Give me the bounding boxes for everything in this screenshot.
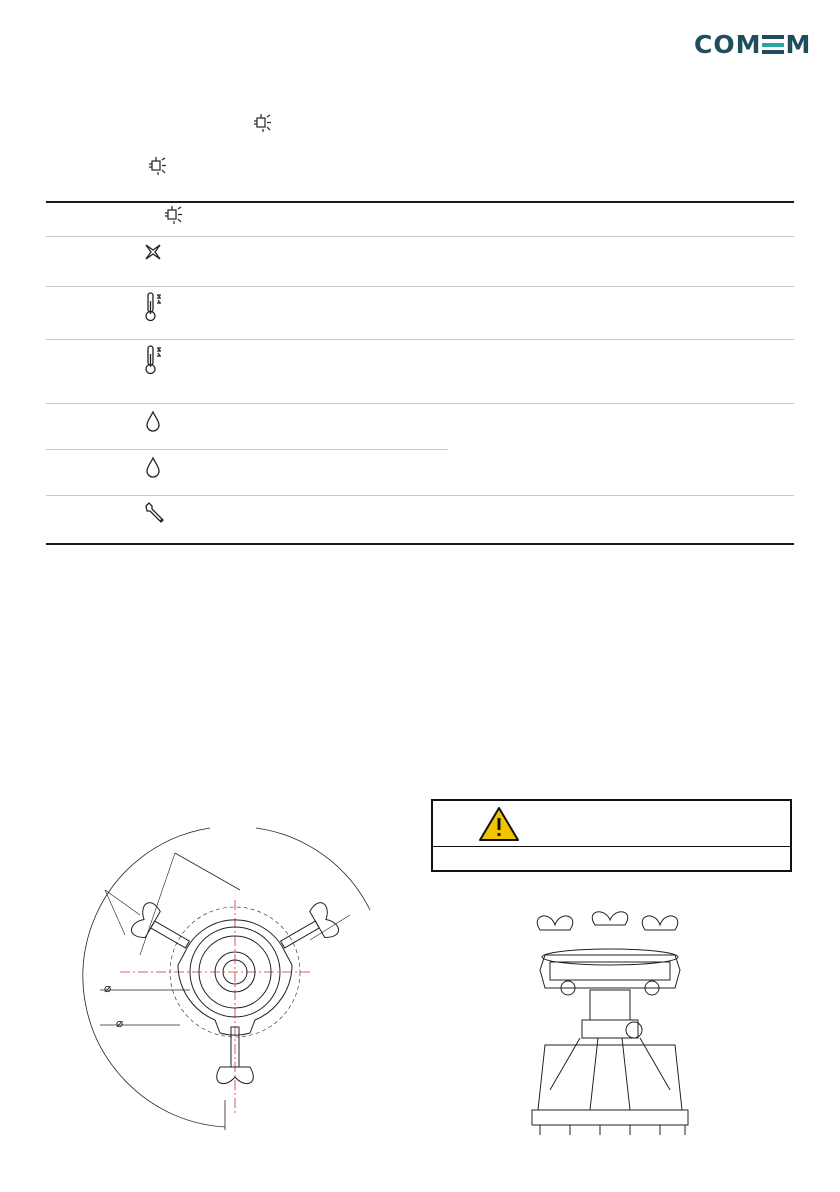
diameter-symbol: ⌀ xyxy=(116,1016,124,1030)
lamp-with-rays-icon xyxy=(252,113,276,133)
table-top-rule xyxy=(46,201,794,203)
thermometer-icon xyxy=(143,291,165,323)
warning-triangle-icon xyxy=(478,806,520,842)
thermometer-icon xyxy=(143,344,165,376)
water-drop-icon xyxy=(143,410,163,432)
comem-logo: COM M xyxy=(694,30,812,59)
warning-divider xyxy=(433,846,790,847)
logo-e-mark xyxy=(762,35,784,54)
lamp-with-rays-icon xyxy=(163,205,187,225)
table-row-divider xyxy=(46,236,794,237)
table-row-divider xyxy=(46,286,794,287)
table-bottom-rule xyxy=(46,543,794,545)
table-row-divider xyxy=(46,403,794,404)
table-row-divider xyxy=(46,495,794,496)
diameter-symbol: ⌀ xyxy=(104,981,112,995)
dimensioned-top-view-drawing xyxy=(80,815,400,1135)
isometric-part-drawing xyxy=(520,910,700,1142)
warning-box xyxy=(431,799,792,872)
lamp-with-rays-icon xyxy=(147,156,171,176)
table-row-divider-half xyxy=(46,449,448,450)
cross-icon xyxy=(143,242,163,262)
wrench-icon xyxy=(143,501,167,525)
water-drop-icon xyxy=(143,456,163,478)
table-row-divider xyxy=(46,339,794,340)
